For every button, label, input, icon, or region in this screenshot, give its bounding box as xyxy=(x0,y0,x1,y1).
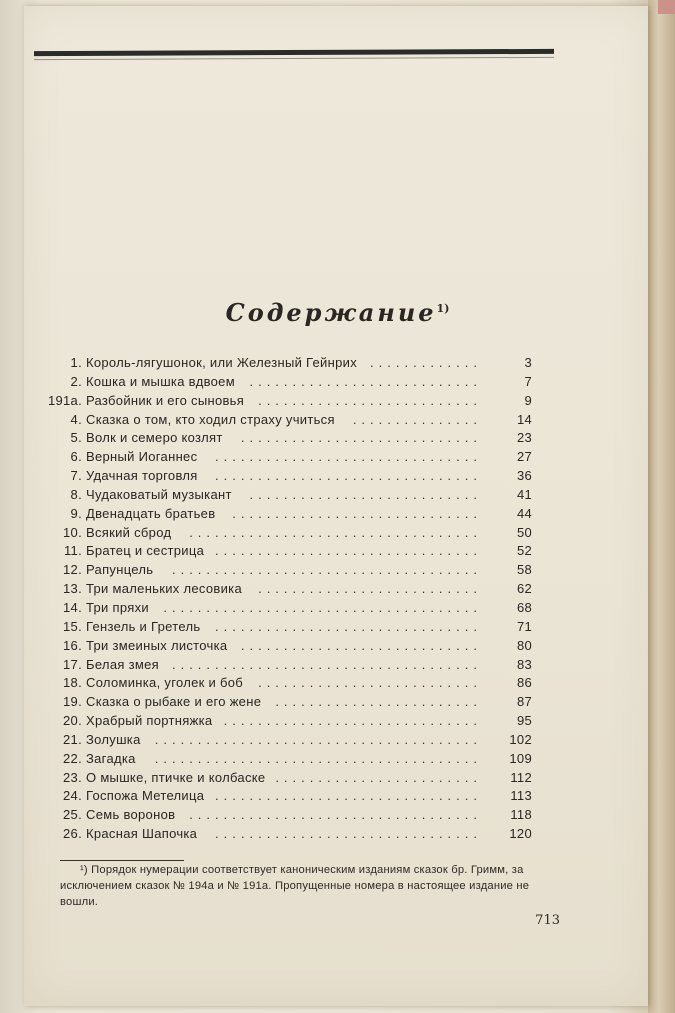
toc-entry-number: 7. xyxy=(70,468,82,484)
toc-leader-dots: ............................ xyxy=(240,430,482,446)
toc-entry xyxy=(54,580,532,599)
toc-entry-page: 109 xyxy=(509,750,532,766)
toc-entry-page: 27 xyxy=(516,449,532,465)
toc-entry xyxy=(54,599,532,618)
toc-entry-number: 19. xyxy=(63,694,82,710)
toc-entry-title: Сказка о рыбаке и его жене xyxy=(86,694,262,710)
toc-entry-page: 113 xyxy=(510,788,532,804)
page-title xyxy=(0,298,675,327)
page-edge xyxy=(648,0,675,1013)
toc-leader-dots: ............................... xyxy=(215,468,482,484)
toc-leader-dots: .................................... xyxy=(171,562,482,578)
toc-entry xyxy=(54,806,532,825)
toc-entry xyxy=(54,561,532,580)
page-number: 713 xyxy=(535,913,560,928)
toc-entry-number: 16. xyxy=(63,637,82,653)
toc-entry-number: 11. xyxy=(63,543,82,559)
toc-entry-number: 17. xyxy=(63,656,82,672)
toc-entry xyxy=(54,354,532,373)
toc-entry xyxy=(54,712,532,731)
toc-leader-dots: ........................... xyxy=(249,486,482,502)
toc-entry-number: 2. xyxy=(70,373,82,389)
toc-entry-number: 1. xyxy=(70,355,82,370)
toc-entry-title: Удачная торговля xyxy=(86,468,198,484)
toc-entry-title: О мышке, птичке и колбаске xyxy=(86,769,266,785)
toc-entry-number: 6. xyxy=(70,449,82,465)
toc-entry xyxy=(54,542,532,561)
toc-entry-number: 14. xyxy=(63,599,82,615)
toc-entry-title: Загадка xyxy=(86,750,136,766)
table-of-contents xyxy=(47,354,532,844)
toc-leader-dots: ............... xyxy=(352,411,482,427)
toc-leader-dots: ............. xyxy=(370,355,482,370)
toc-entry xyxy=(54,486,532,505)
toc-entry-number: 12. xyxy=(63,562,82,578)
toc-leader-dots: .................................... xyxy=(171,656,482,672)
toc-entry-title: Семь воронов xyxy=(86,807,176,823)
toc-entry-title: Три маленьких лесовика xyxy=(86,581,242,597)
toc-entry-number: 24. xyxy=(63,788,82,804)
toc-entry-page: 83 xyxy=(516,656,532,672)
toc-leader-dots: ........................... xyxy=(249,373,482,389)
page-edge-mark xyxy=(658,0,675,14)
toc-entry-title: Соломинка, уголек и боб xyxy=(86,675,244,691)
toc-entry xyxy=(54,373,532,392)
toc-entry-title: Братец и сестрица xyxy=(86,543,205,559)
toc-leader-dots: .......................... xyxy=(258,581,482,597)
toc-entry-number: 4. xyxy=(70,411,82,427)
toc-leader-dots: .................................. xyxy=(189,524,482,540)
toc-entry-number: 21. xyxy=(63,731,82,747)
toc-entry-title: Верный Иоганнес xyxy=(86,449,198,465)
toc-entry-title: Красная Шапочка xyxy=(86,826,198,842)
toc-entry-page: 62 xyxy=(516,581,532,597)
toc-entry-title: Чудаковатый музыкант xyxy=(86,486,232,502)
toc-entry xyxy=(54,674,532,693)
toc-leader-dots: ............................... xyxy=(215,543,482,559)
toc-entry-title: Золушка xyxy=(86,731,141,747)
toc-entry-page: 87 xyxy=(516,694,532,710)
toc-entry xyxy=(54,731,532,750)
toc-entry-title: Кошка и мышка вдвоем xyxy=(86,373,235,389)
toc-entry-title: Двенадцать братьев xyxy=(86,505,216,521)
toc-leader-dots: ........................ xyxy=(275,694,482,710)
toc-entry-page: 14 xyxy=(516,411,532,427)
toc-entry-number: 9. xyxy=(70,505,82,521)
toc-leader-dots: ............................... xyxy=(215,826,482,842)
toc-entry-title: Белая змея xyxy=(86,656,159,672)
toc-entry-page: 36 xyxy=(516,468,532,484)
toc-entry-page: 3 xyxy=(524,355,532,370)
toc-entry-page: 120 xyxy=(509,826,532,842)
toc-entry xyxy=(54,825,532,844)
toc-entry xyxy=(54,411,532,430)
toc-entry-number: 191а. xyxy=(47,392,82,408)
toc-entry-page: 102 xyxy=(509,731,532,747)
toc-entry xyxy=(54,693,532,712)
toc-entry-number: 5. xyxy=(70,430,82,446)
toc-entry xyxy=(54,769,532,788)
toc-leader-dots: ............................. xyxy=(232,505,482,521)
toc-entry-title: Храбрый портняжка xyxy=(86,713,213,729)
toc-entry-number: 18. xyxy=(63,675,82,691)
toc-entry-title: Гензель и Гретель xyxy=(86,618,201,634)
toc-entry xyxy=(54,656,532,675)
toc-leader-dots: ............................... xyxy=(215,449,482,465)
toc-entry xyxy=(54,467,532,486)
toc-entry-page: 52 xyxy=(516,543,532,559)
toc-entry xyxy=(54,429,532,448)
toc-leader-dots: ............................... xyxy=(215,788,482,804)
toc-entry-title: Всякий сброд xyxy=(86,524,172,540)
toc-entry-number: 23. xyxy=(63,769,82,785)
toc-entry-title: Король-лягушонок, или Железный Гейнрих xyxy=(86,355,357,370)
toc-entry-page: 9 xyxy=(524,392,532,408)
toc-entry-number: 10. xyxy=(63,524,82,540)
toc-entry-number: 22. xyxy=(63,750,82,766)
toc-entry-page: 95 xyxy=(516,713,532,729)
toc-entry-page: 7 xyxy=(524,373,532,389)
toc-entry-number: 13. xyxy=(63,581,82,597)
toc-entry-page: 50 xyxy=(516,524,532,540)
toc-leader-dots: .................................. xyxy=(189,807,482,823)
toc-entry-page: 58 xyxy=(516,562,532,578)
toc-entry xyxy=(54,750,532,769)
toc-entry-page: 112 xyxy=(510,769,532,785)
toc-entry-title: Волк и семеро козлят xyxy=(86,430,223,446)
toc-leader-dots: .......................... xyxy=(258,675,482,691)
toc-leader-dots: ...................................... xyxy=(154,731,482,747)
toc-entry-number: 15. xyxy=(63,618,82,634)
title-note-mark: 1) xyxy=(436,302,450,315)
toc-entry-title: Три змеиных листочка xyxy=(86,637,228,653)
toc-leader-dots: .............................. xyxy=(223,713,482,729)
toc-entry-title: Разбойник и его сыновья xyxy=(86,392,245,408)
toc-entry-page: 41 xyxy=(516,486,532,502)
toc-entry-title: Сказка о том, кто ходил страху учиться xyxy=(86,411,335,427)
toc-entry xyxy=(54,618,532,637)
toc-entry xyxy=(54,637,532,656)
toc-entry xyxy=(54,524,532,543)
toc-entry-number: 8. xyxy=(70,486,82,502)
toc-entry-page: 118 xyxy=(510,807,532,823)
toc-entry-title: Рапунцель xyxy=(86,562,154,578)
toc-entry xyxy=(54,505,532,524)
toc-leader-dots: ........................ xyxy=(275,769,482,785)
toc-entry-number: 26. xyxy=(63,826,82,842)
page-title-text: Содержание xyxy=(225,298,437,327)
toc-entry xyxy=(47,392,532,411)
toc-leader-dots: ..................................... xyxy=(163,599,482,615)
toc-entry-title: Госпожа Метелица xyxy=(86,788,205,804)
toc-entry-page: 71 xyxy=(516,618,532,634)
toc-entry-number: 25. xyxy=(63,807,82,823)
toc-entry-page: 44 xyxy=(516,505,532,521)
toc-entry-title: Три пряхи xyxy=(86,599,149,615)
toc-leader-dots: ...................................... xyxy=(154,750,482,766)
toc-entry-page: 80 xyxy=(516,637,532,653)
toc-entry xyxy=(54,448,532,467)
toc-leader-dots: ............................... xyxy=(215,618,482,634)
toc-leader-dots: .......................... xyxy=(258,392,482,408)
toc-leader-dots: ............................ xyxy=(240,637,482,653)
toc-entry xyxy=(54,787,532,806)
toc-entry-page: 23 xyxy=(516,430,532,446)
toc-entry-page: 68 xyxy=(516,599,532,615)
toc-entry-page: 86 xyxy=(516,675,532,691)
footnote-rule xyxy=(60,860,184,861)
toc-entry-number: 20. xyxy=(63,713,82,729)
footnote: ¹) Порядок нумерации соответствует каноническим изданиям сказок бр. Гримм, за исключением сказок № 194а и № 191а. Пропущенные номера в настоящее издание не вошли. xyxy=(60,864,530,908)
